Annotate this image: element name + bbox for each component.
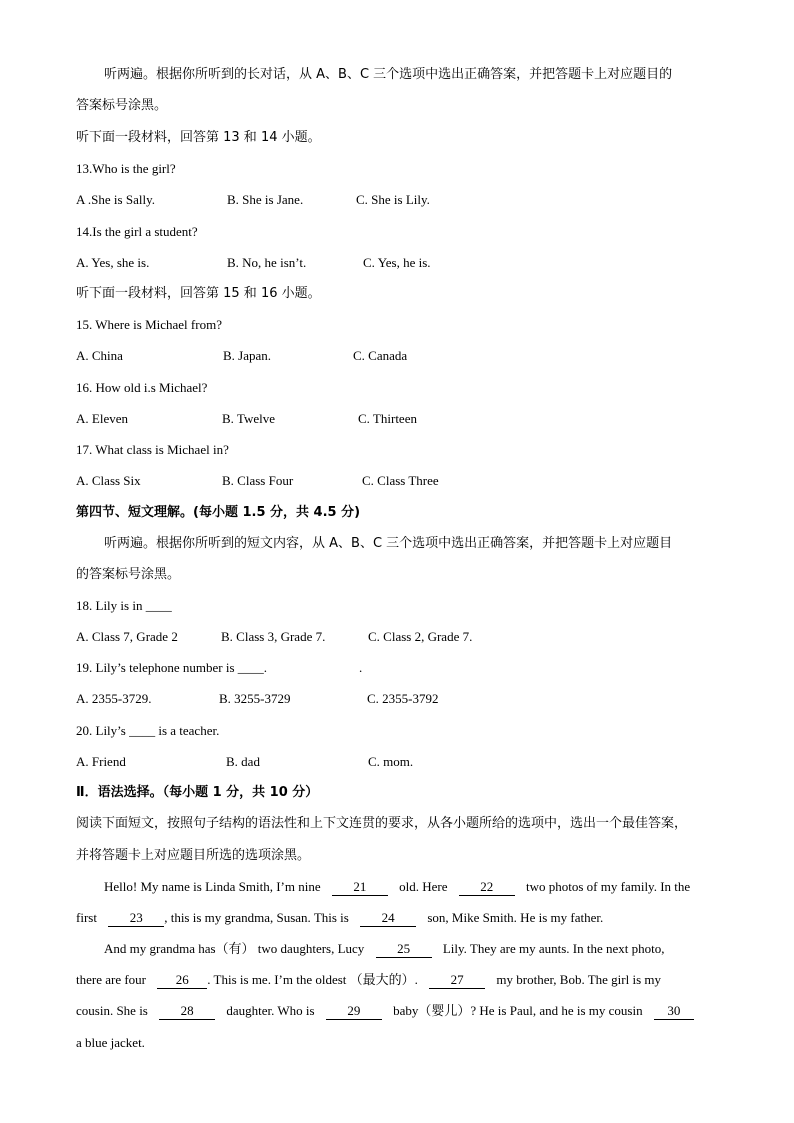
- blank-24: 24: [360, 910, 416, 927]
- question-15: 15. Where is Michael from?: [76, 317, 222, 332]
- blank-26: 26: [157, 972, 207, 989]
- option-a: A. Yes, she is.: [76, 255, 150, 270]
- option-c: C. 2355-3792: [367, 691, 439, 706]
- question-19-tail: .: [359, 660, 363, 675]
- passage-line: [76, 970, 661, 990]
- section3-instruction-line2: 答案标号涂黑。: [76, 98, 168, 113]
- option-a: A. Eleven: [76, 411, 128, 426]
- passage-text: , this is my grandma, Susan. This is: [164, 910, 349, 925]
- blank-30: 30: [654, 1003, 694, 1020]
- option-c: C. mom.: [368, 754, 414, 769]
- option-a: A. Class Six: [76, 473, 141, 488]
- question-13-options: [76, 190, 722, 210]
- grammar-title: Ⅱ．语法选择。（每小题 1 分，共 10 分）: [76, 785, 319, 800]
- question-18: 18. Lily is in ____: [76, 598, 172, 613]
- section4-title: 第四节、短文理解。(每小题 1.5 分，共 4.5 分): [76, 505, 361, 520]
- grammar-instruction-line2: 并将答题卡上对应题目所选的选项涂黑。: [76, 848, 311, 863]
- option-c: C. Canada: [353, 348, 408, 363]
- option-b: B. She is Jane.: [227, 192, 304, 207]
- passage-text: first: [76, 910, 97, 925]
- grammar-instruction-line1: 阅读下面短文，按照句子结构的语法性和上下文连贯的要求，从各小题所给的选项中，选出一个最佳答案，: [76, 816, 688, 831]
- option-b: B. 3255-3729: [219, 691, 291, 706]
- option-a: A. China: [76, 348, 123, 363]
- passage-text: a blue jacket.: [76, 1035, 145, 1050]
- option-b: B. Class 3, Grade 7.: [221, 629, 326, 644]
- question-19-row: [76, 658, 722, 678]
- blank-23: 23: [108, 910, 164, 927]
- passage-text: . This is me. I’m the oldest （最大的）.: [207, 972, 418, 987]
- passage-text: And my grandma has（有） two daughters, Lucy: [104, 941, 365, 956]
- blank-28: 28: [159, 1003, 215, 1020]
- passage-text: daughter. Who is: [226, 1003, 315, 1018]
- passage-text: old. Here: [399, 879, 448, 894]
- question-16-options: [76, 409, 722, 429]
- passage-text: cousin. She is: [76, 1003, 148, 1018]
- option-b: B. Class Four: [222, 473, 294, 488]
- option-a: A .She is Sally.: [76, 192, 155, 207]
- option-a: A. Friend: [76, 754, 126, 769]
- passage-text: two photos of my family. In the: [526, 879, 691, 894]
- option-b: B. Japan.: [223, 348, 272, 363]
- question-19: 19. Lily’s telephone number is ____.: [76, 660, 268, 675]
- question-18-options: [76, 627, 722, 647]
- dialog1-header: 听下面一段材料，回答第 13 和 14 小题。: [76, 130, 321, 145]
- passage-line: [104, 939, 665, 959]
- question-13: 13.Who is the girl?: [76, 161, 176, 176]
- blank-25: 25: [376, 941, 432, 958]
- blank-29: 29: [326, 1003, 382, 1020]
- section3-instruction-line1: 听两遍。根据你所听到的长对话，从 A、B、C 三个选项中选出正确答案，并把答题卡上对应题目的: [104, 67, 673, 82]
- option-c: C. She is Lily.: [356, 192, 430, 207]
- passage-line: [76, 1001, 694, 1021]
- option-c: C. Class 2, Grade 7.: [368, 629, 473, 644]
- section4-instruction-line1: 听两遍。根据你所听到的短文内容，从 A、B、C 三个选项中选出正确答案，并把答题卡上对应题目: [104, 536, 673, 551]
- dialog2-header: 听下面一段材料，回答第 15 和 16 小题。: [76, 286, 321, 301]
- passage-text: son, Mike Smith. He is my father.: [427, 910, 604, 925]
- question-20: 20. Lily’s ____ is a teacher.: [76, 723, 220, 738]
- option-b: B. dad: [226, 754, 260, 769]
- question-14: 14.Is the girl a student?: [76, 224, 198, 239]
- question-17-options: [76, 471, 722, 491]
- option-b: B. Twelve: [222, 411, 276, 426]
- blank-22: 22: [459, 879, 515, 896]
- passage-line: [76, 1033, 145, 1053]
- option-c: C. Yes, he is.: [363, 255, 431, 270]
- blank-27: 27: [429, 972, 485, 989]
- passage-line: [76, 908, 603, 928]
- blank-21: 21: [332, 879, 388, 896]
- option-a: A. Class 7, Grade 2: [76, 629, 178, 644]
- passage-line: [104, 877, 690, 897]
- question-16: 16. How old i.s Michael?: [76, 380, 208, 395]
- passage-text: Hello! My name is Linda Smith, I’m nine: [104, 879, 321, 894]
- question-15-options: [76, 346, 722, 366]
- option-b: B. No, he isn’t.: [227, 255, 307, 270]
- question-19-options: [76, 689, 722, 709]
- question-20-options: [76, 752, 722, 772]
- section4-instruction-line2: 的答案标号涂黑。: [76, 567, 181, 582]
- option-c: C. Thirteen: [358, 411, 417, 426]
- passage-text: there are four: [76, 972, 147, 987]
- passage-text: baby（婴儿）? He is Paul, and he is my cousin: [393, 1003, 643, 1018]
- question-17: 17. What class is Michael in?: [76, 442, 229, 457]
- option-a: A. 2355-3729.: [76, 691, 152, 706]
- question-14-options: [76, 253, 722, 273]
- passage-text: Lily. They are my aunts. In the next photo,: [442, 941, 665, 956]
- option-c: C. Class Three: [362, 473, 439, 488]
- passage-text: my brother, Bob. The girl is my: [496, 972, 662, 987]
